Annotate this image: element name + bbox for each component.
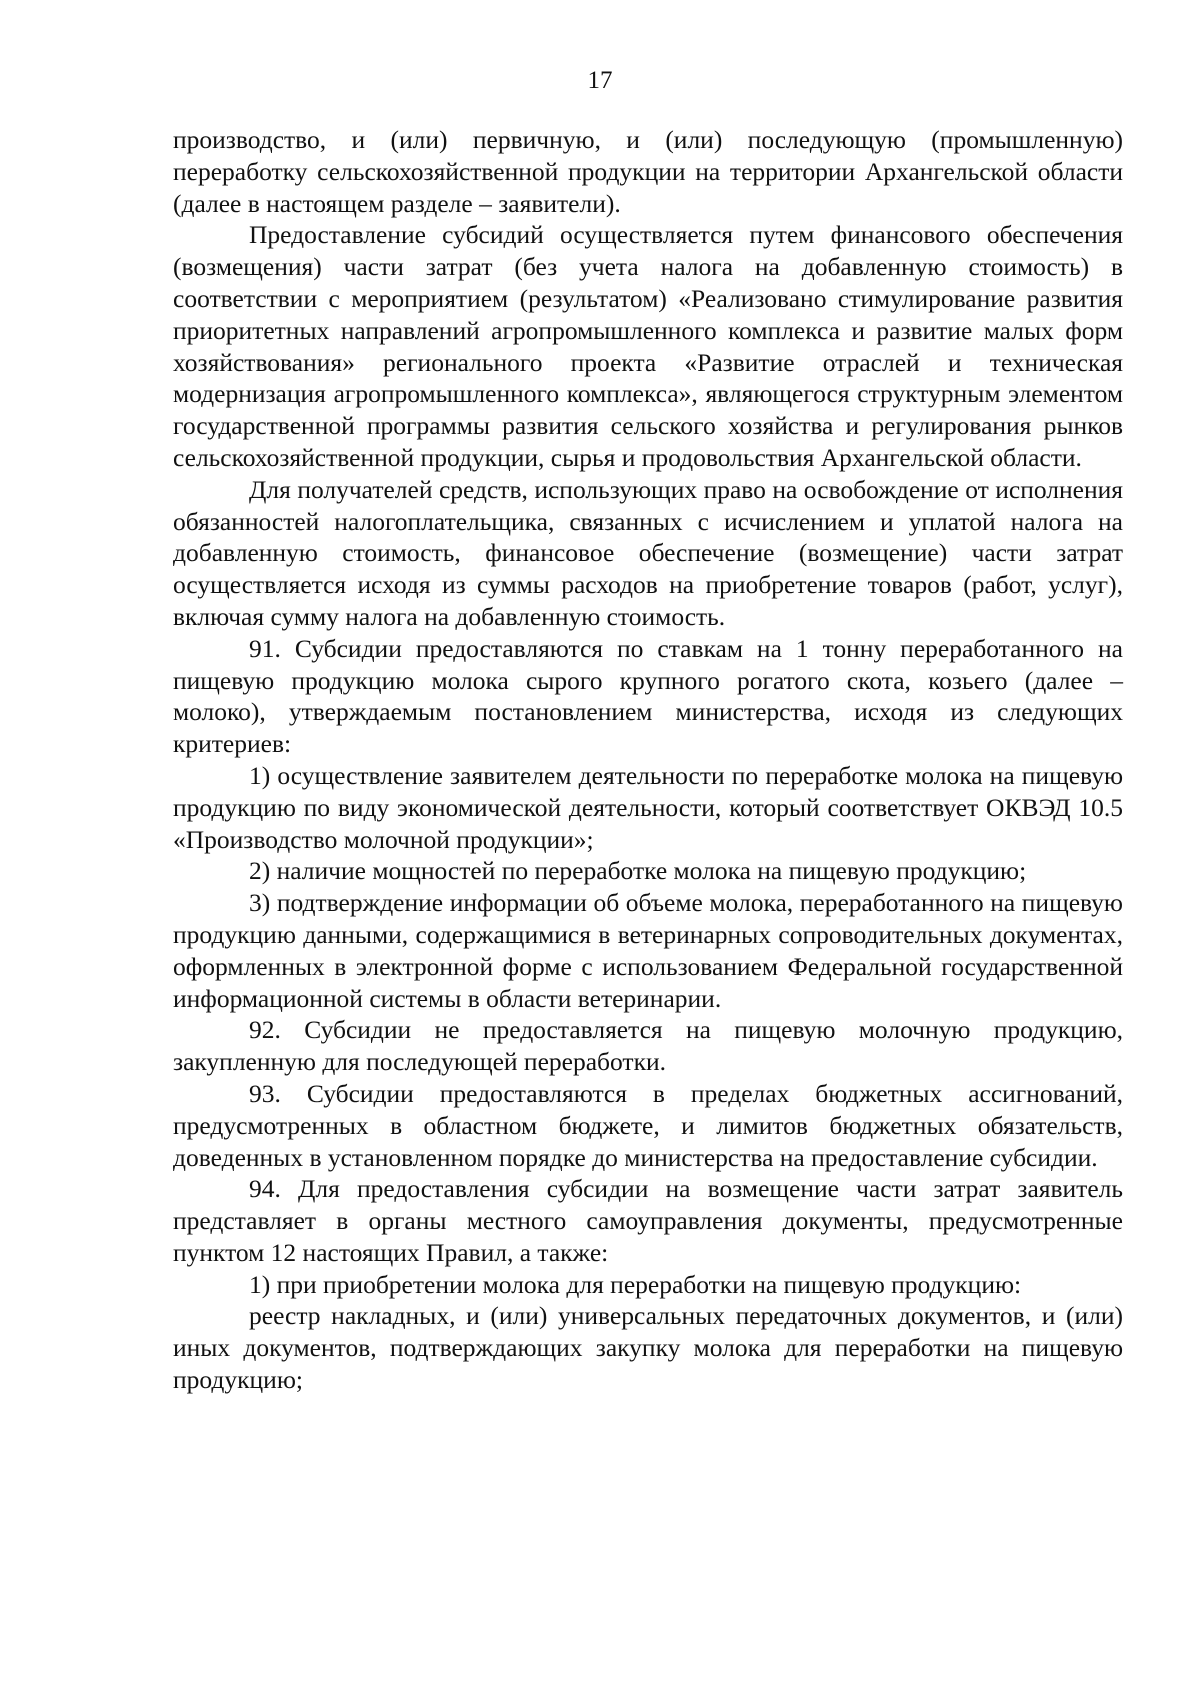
clause-94: 94. Для предоставления субсидии на возмещение части затрат заявитель представляет в органы местного самоуправления документы, предусмотренные пунктом 12 настоящих Правил, а также: <box>173 1174 1123 1267</box>
paragraph-subsidy-provision: Предоставление субсидий осуществляется путем финансового обеспечения (возмещения) части затрат (без учета налога на добавленную стоимость) в соответствии с мероприятием (результатом) «Реализовано стимулирование развития приоритетных направлений агропромышленного комплекса и развитие малых форм хозяйствования» регионального проекта «Развитие отраслей и техническая модернизация агропромышленного комплекса», являющегося структурным элементом государственной программы развития сельского хозяйства и регулирования рынков сельскохозяйственной продукции, сырья и продовольствия Архангельской области. <box>173 220 1123 472</box>
clause-92: 92. Субсидии не предоставляется на пищевую молочную продукцию, закупленную для последующей переработки. <box>173 1015 1123 1077</box>
clause-91: 91. Субсидии предоставляются по ставкам на 1 тонну переработанного на пищевую продукцию молока сырого крупного рогатого скота, козьего (далее – молоко), утверждаемым постановлением министерства, исходя из следующих критериев: <box>173 633 1123 759</box>
clause-93: 93. Субсидии предоставляются в пределах бюджетных ассигнований, предусмотренных в областном бюджете, и лимитов бюджетных обязательств, доведенных в установленном порядке до министерства на предоставление субсидии. <box>173 1078 1123 1172</box>
criterion-3: 3) подтверждение информации об объеме молока, переработанного на пищевую продукцию данными, содержащимися в ветеринарных сопроводительных документах, оформленных в электронной форме с использованием Федеральной государственной информационной системы в области ветеринарии. <box>173 888 1123 1013</box>
paragraph-continuation: производство, и (или) первичную, и (или) последующую (промышленную) переработку сельскохозяйственной продукции на территории Архангельской области (далее в настоящем разделе – заявители). <box>173 125 1123 218</box>
clause-94-item-1: 1) при приобретении молока для переработки на пищевую продукцию: <box>249 1269 1022 1299</box>
criterion-1: 1) осуществление заявителем деятельности по переработке молока на пищевую продукцию по виду экономической деятельности, который соответствует ОКВЭД 10.5 «Производство молочной продукции»; <box>173 760 1123 854</box>
criterion-2: 2) наличие мощностей по переработке молока на пищевую продукцию; <box>249 856 1027 886</box>
clause-94-item-1-registry: реестр накладных, и (или) универсальных передаточных документов, и (или) иных документов, подтверждающих закупку молока для переработки на пищевую продукцию; <box>173 1301 1123 1395</box>
paragraph-vat-exemption: Для получателей средств, использующих право на освобождение от исполнения обязанностей налогоплательщика, связанных с исчислением и уплатой налога на добавленную стоимость, финансовое обеспечение (возмещение) части затрат осуществляется исходя из суммы расходов на приобретение товаров (работ, услуг), включая сумму налога на добавленную стоимость. <box>173 474 1123 631</box>
page-number: 17 <box>587 67 613 94</box>
document-body <box>173 124 1123 1396</box>
